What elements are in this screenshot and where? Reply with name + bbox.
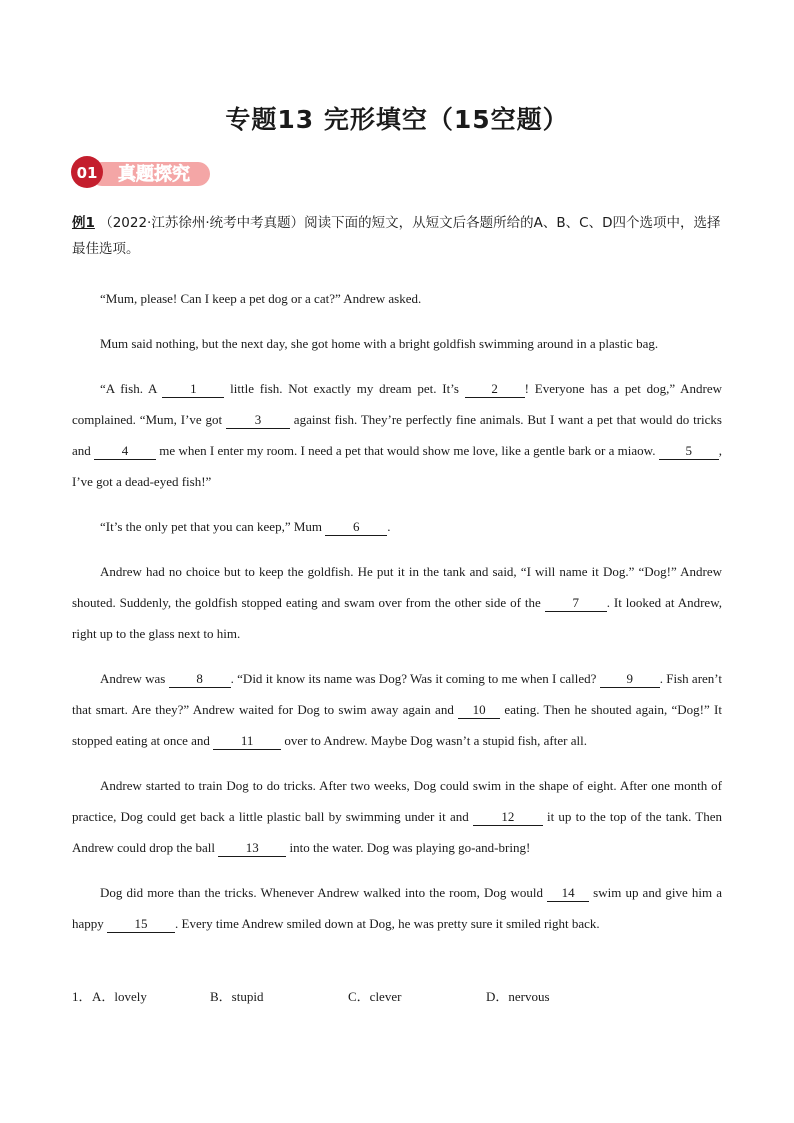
banner-graphic xyxy=(70,152,212,192)
blank-14[interactable]: 14 xyxy=(547,885,589,902)
option-c[interactable]: C．clever xyxy=(348,989,402,1004)
question-number: 1． xyxy=(72,989,92,1004)
blank-3[interactable]: 3 xyxy=(226,412,290,429)
blank-5[interactable]: 5 xyxy=(659,443,719,460)
blank-15[interactable]: 15 xyxy=(107,916,175,933)
option-d[interactable]: D．nervous xyxy=(486,989,550,1004)
paragraph-6: Andrew was 8 . “Did it know its name was Dog? Was it coming to me when I called? 9 . Fish aren’t that smart. Are they?” Andrew waited for Dog to swim away again and 10 eating. Then he shouted again, “Dog!” It stopped eating at once and 11 over to Andrew. Maybe Dog wasn’t a stupid fish, after all. xyxy=(72,671,722,748)
example-label: 例1 xyxy=(72,215,95,231)
paragraph-2: Mum said nothing, but the next day, she got home with a bright goldfish swimming around in a plastic bag. xyxy=(100,336,659,351)
blank-6[interactable]: 6 xyxy=(325,519,387,536)
paragraph-5: Andrew had no choice but to keep the goldfish. He put it in the tank and said, “I will name it Dog.” “Dog!” Andrew shouted. Suddenly, the goldfish stopped eating and swam over from the other side of the 7 . It looked at Andrew, right up to the glass next to him. xyxy=(72,564,722,641)
option-b[interactable]: B．stupid xyxy=(210,989,264,1004)
example-source: （2022·江苏徐州·统考中考真题） xyxy=(99,215,305,231)
paragraph-7: Andrew started to train Dog to do tricks. After two weeks, Dog could swim in the shape of eight. After one month of practice, Dog could get back a little plastic ball by swimming under it and 12 it up to the top of the tank. Then Andrew could drop the ball 13 into the water. Dog was playing go-and-bring! xyxy=(72,778,722,855)
blank-1[interactable]: 1 xyxy=(162,381,224,398)
passage xyxy=(72,283,722,953)
blank-12[interactable]: 12 xyxy=(473,809,543,826)
blank-10[interactable]: 10 xyxy=(458,702,500,719)
page-title: 专题13 完形填空（15空题） xyxy=(225,105,569,134)
example-instruction: 阅读下面的短文，从短文后各题所给的A、B、C、D四个选项中，选择最佳选项。 xyxy=(72,215,721,257)
blank-2[interactable]: 2 xyxy=(465,381,525,398)
question-1-options xyxy=(72,986,722,1005)
paragraph-8: Dog did more than the tricks. Whenever Andrew walked into the room, Dog would 14 swim up and give him a happy 15 . Every time Andrew smiled down at Dog, he was pretty sure it smiled right back. xyxy=(72,885,722,931)
paragraph-1: “Mum, please! Can I keep a pet dog or a cat?” Andrew asked. xyxy=(100,291,422,306)
blank-9[interactable]: 9 xyxy=(600,671,660,688)
blank-8[interactable]: 8 xyxy=(169,671,231,688)
blank-13[interactable]: 13 xyxy=(218,840,286,857)
intro xyxy=(72,210,724,262)
blank-4[interactable]: 4 xyxy=(94,443,156,460)
option-a[interactable]: A．lovely xyxy=(92,989,147,1004)
banner-number: 01 xyxy=(76,164,98,182)
banner-text: 真题探究 xyxy=(118,164,190,185)
blank-11[interactable]: 11 xyxy=(213,733,281,750)
paragraph-4: “It’s the only pet that you can keep,” Mum 6 . xyxy=(100,519,391,534)
paragraph-3: “A fish. A 1 little fish. Not exactly my dream pet. It’s 2 ! Everyone has a pet dog,” Andrew complained. “Mum, I’ve got 3 against fish. They’re perfectly fine animals. But I want a pet that would do tricks and 4 me when I enter my room. I need a pet that would show me love, like a gentle bark or a miaow. 5 , I’ve got a dead-eyed fish!” xyxy=(72,381,722,489)
blank-7[interactable]: 7 xyxy=(545,595,607,612)
section-banner xyxy=(70,152,212,192)
